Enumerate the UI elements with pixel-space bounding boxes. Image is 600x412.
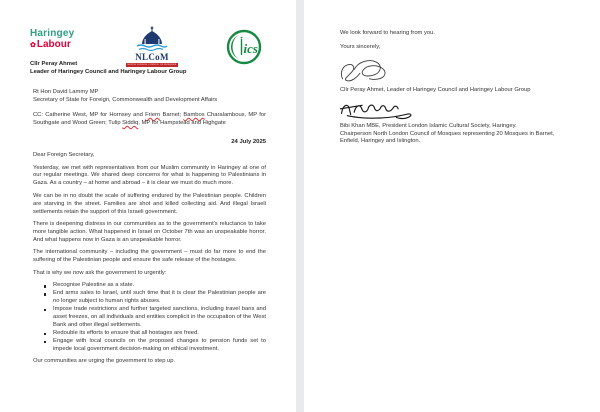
list-item: [33, 306, 266, 330]
paragraph: We can be in no doubt the scale of suffering endured by the Palestinian people. Children are starving in the street. Families are shot and killed collecting aid. And illegal Israeli settlements retain the support of this Israeli government.: [33, 192, 266, 215]
caption-line: Enfield, Haringey and Islington.: [340, 138, 421, 145]
sender-block: [30, 61, 186, 77]
signature-caption: Cllr Peray Ahmet, Leader of Haringey Council and Haringey Labour Group: [340, 87, 531, 93]
nlcom-banner: NORTH LONDON COUNCIL OF MOSQUES: [127, 64, 177, 66]
misspelled-word: Siddiq: [122, 119, 139, 126]
bullet-icon: [44, 333, 53, 335]
list-item-text: Recognise Palestine as a state.: [53, 282, 135, 289]
bullet-icon: [44, 341, 53, 343]
list-item: [33, 290, 266, 306]
caption-line: Chairperson North London Council of Mosques representing 20 Mosques in Barnet,: [340, 130, 555, 137]
page-gutter: [296, 0, 304, 412]
cc-text: Charalambous, MP for Southgate and Wood Green; Tulip: [33, 112, 267, 126]
recipient-name: Rt Hon David Lammy MP: [33, 89, 99, 95]
svg-text:ics: ics: [243, 41, 258, 56]
letter-body: [33, 152, 266, 371]
closing-line: Our communities are urging the government to step up.: [33, 358, 176, 365]
valediction: Yours sincerely,: [340, 44, 381, 50]
signature-caption: [340, 123, 554, 146]
letter-page-1: [0, 0, 296, 412]
mosque-icon: [135, 26, 169, 53]
paragraph: The international community – including the government – must do far more to end the suffering of the Palestinian people and ensure the safe release of the hostages.: [33, 249, 266, 264]
recipient-block: [33, 89, 217, 105]
haringey-wordmark: Haringey: [30, 28, 75, 39]
labour-rose-icon: ✿: [30, 41, 36, 49]
salutation: Dear Foreign Secretary,: [33, 152, 95, 158]
bullet-icon: [44, 309, 53, 311]
cc-text: , MP for Hampstead and Highgate: [138, 119, 226, 126]
nlcom-wordmark: NLCoM: [135, 52, 169, 62]
labour-wordmark: Labour: [36, 39, 71, 50]
letter-date: 24 July 2025: [231, 139, 266, 145]
caption-line: Bibi Khan MBE, President London Islamic Cultural Society, Haringey.: [340, 123, 517, 129]
closing-sentence: We look forward to hearing from you.: [340, 30, 435, 36]
paragraph: Yesterday, we met with representatives from our Muslim community in Haringey at one of our regular meetings. We shared deep concerns for what is happening to Palestinians in Gaza. As a country – at home and abroad – it is clear we must do much more.: [33, 164, 266, 187]
sender-name: Cllr Peray Ahmet: [30, 61, 78, 67]
list-item: [33, 338, 266, 354]
cc-line: [33, 112, 266, 128]
bullet-icon: [44, 293, 53, 295]
lics-logo: [226, 29, 262, 65]
paragraph: There is deepening distress in our communities as to the government's reluctance to take more tangible action. What happened in Israel on October 7th was an unspeakable horror. And what happens now in Gaza is an unspeakable horror.: [33, 221, 266, 243]
list-item-text: End arms sales to Israel, until such time that it is clear the Palestinian people are no longer subject to human rights abuses.: [53, 290, 266, 305]
bullets-intro: That is why we now ask the government to urgently:: [33, 269, 167, 276]
bibi-khan-signature: [337, 98, 417, 123]
sender-title: Leader of Haringey Council and Haringey Labour Group: [30, 68, 187, 75]
misspelled-word: Bambos: [183, 112, 205, 118]
cc-text: CC: Catherine West, MP for Hornsey and: [33, 112, 146, 118]
list-item-text: Impose trade restrictions and further targeted sanctions, including travel bans and asset freezes, on all individuals and entities complicit in the occupation of the West Bank and other illegal settlements.: [53, 306, 266, 328]
lics-crescent-icon: [226, 29, 262, 65]
list-item-text: Redouble its efforts to ensure that all hostages are freed.: [53, 329, 199, 336]
list-item-text: Engage with local councils on the proposed changes to pension funds set to impede local government decision-making on ethical investment.: [53, 337, 266, 352]
demands-list: [33, 282, 266, 353]
list-item: [33, 282, 266, 290]
bullet-icon: [44, 285, 53, 287]
letter-page-2: [304, 0, 600, 412]
misspelled-word: Friern: [145, 112, 161, 118]
haringey-labour-logo: [30, 29, 74, 50]
recipient-title: Secretary of State for Foreign, Commonwealth and Development Affairs: [33, 96, 218, 103]
list-item: [33, 330, 266, 338]
peray-ahmet-signature: [337, 56, 393, 86]
cc-text: Barnet;: [160, 112, 184, 118]
